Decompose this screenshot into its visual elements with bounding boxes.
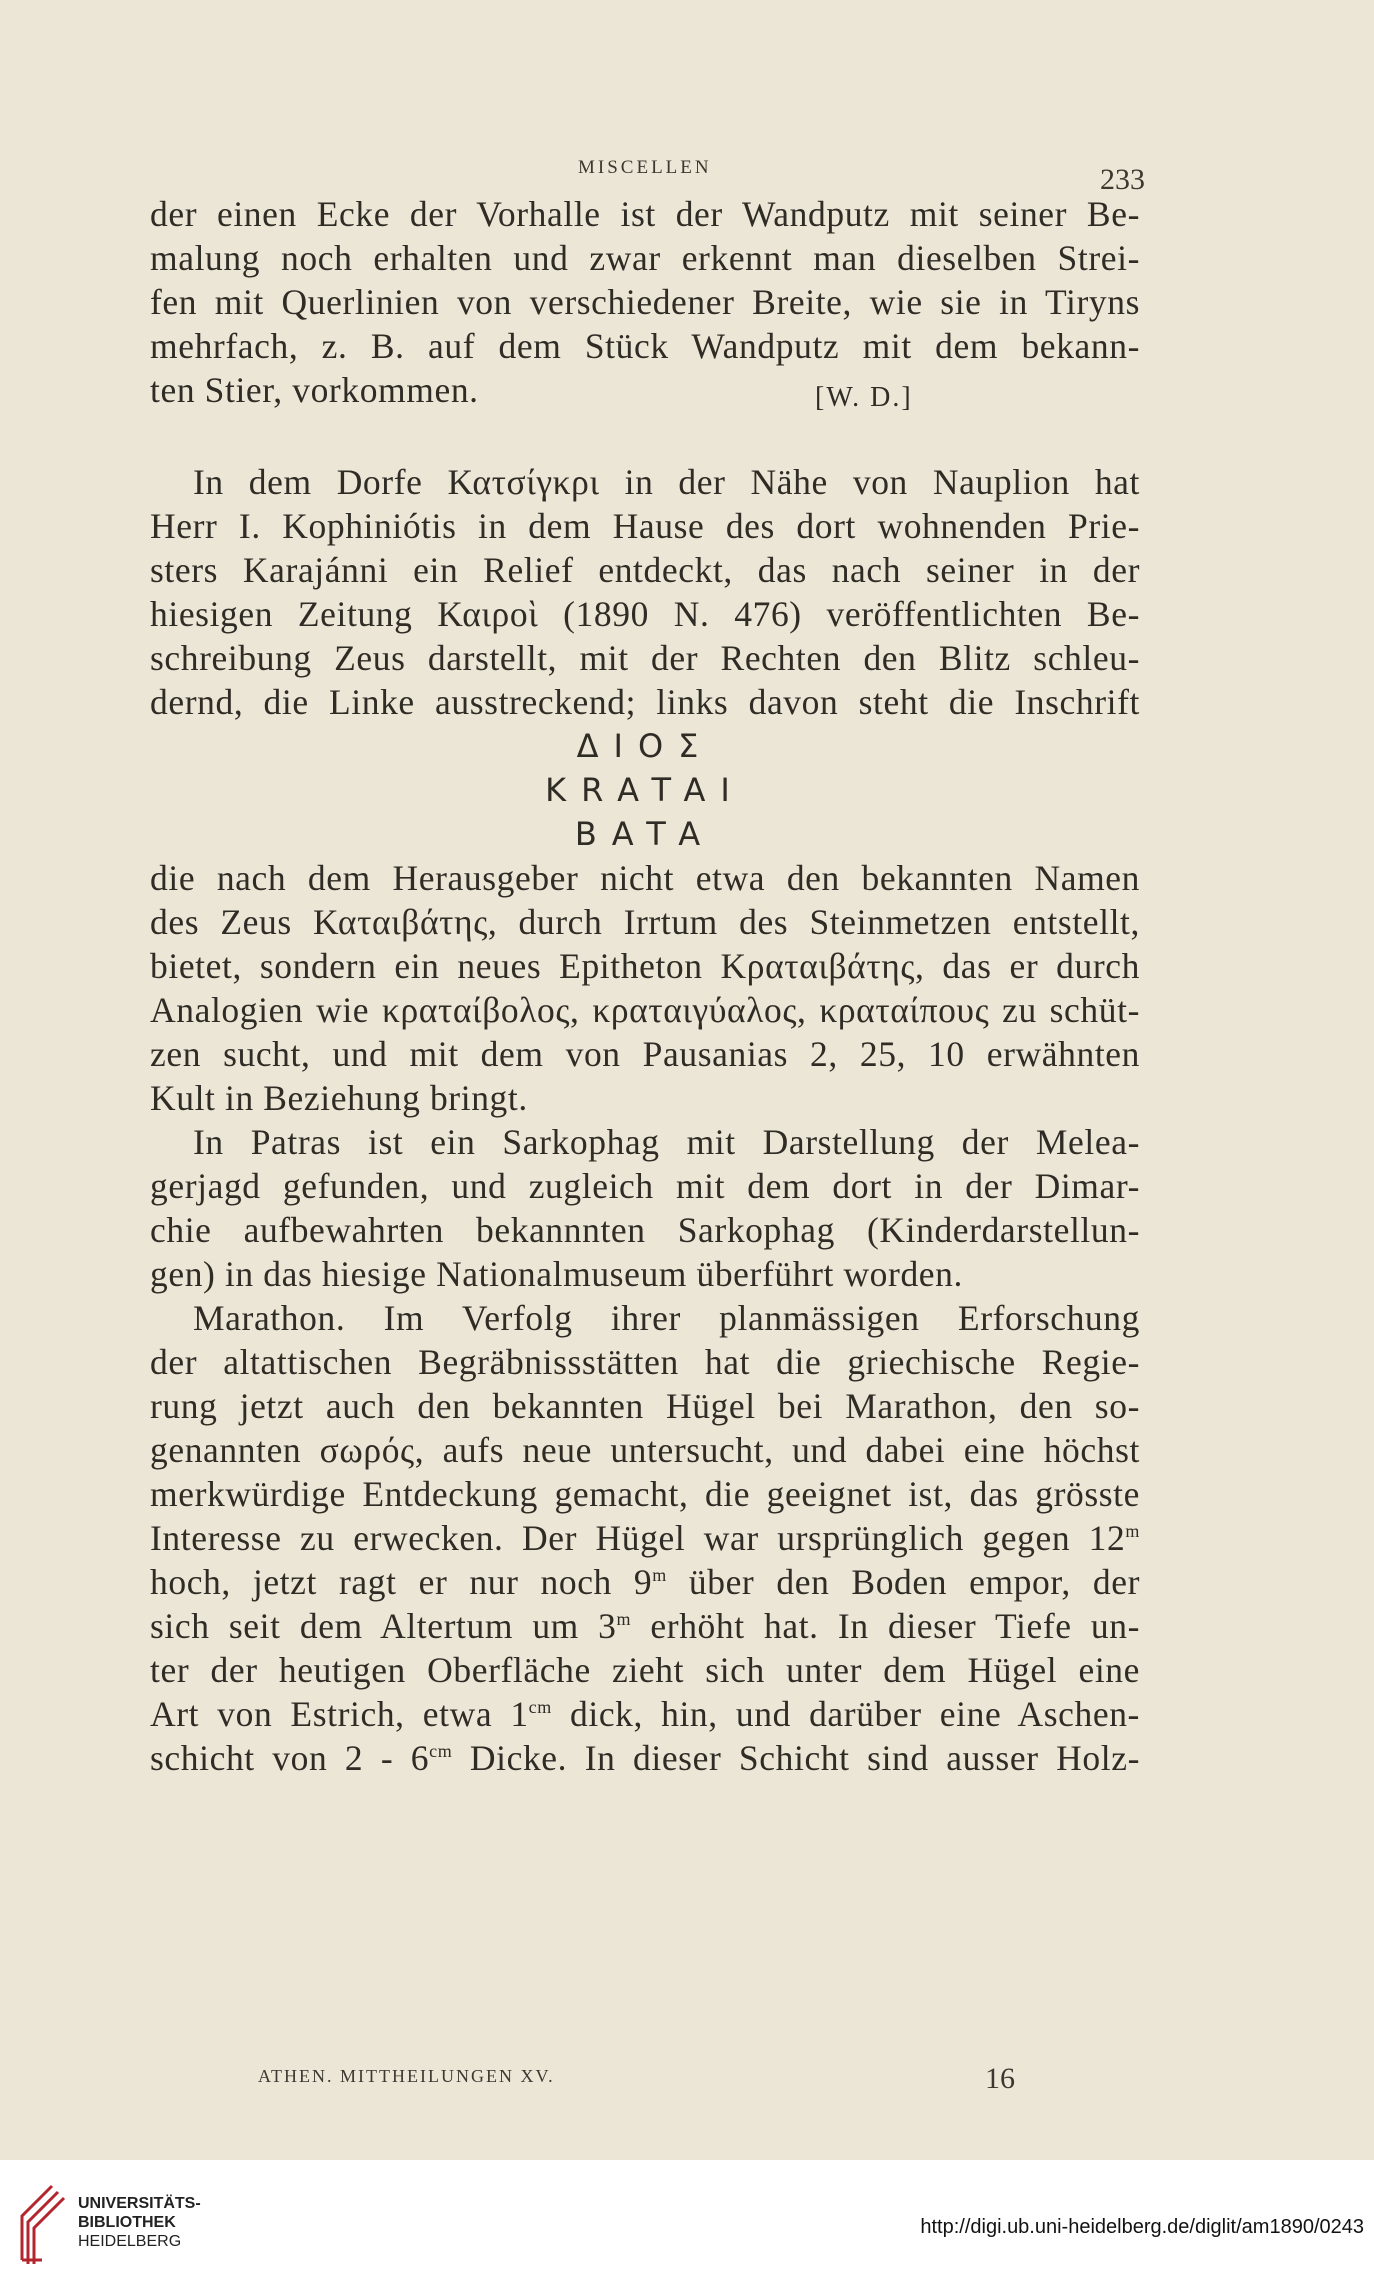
text-segment: Dicke. In dieser Schicht sind ausser Holz-: [452, 1738, 1140, 1778]
library-name-line: UNIVERSITÄTS-: [78, 2195, 201, 2212]
text-line: [150, 368, 1140, 412]
library-logo[interactable]: [12, 2180, 272, 2270]
body-text: [150, 192, 1140, 1780]
source-url-link[interactable]: http://digi.ub.uni-heidelberg.de/diglit/am1890/0243: [920, 2216, 1364, 2238]
text-segment: sich seit dem Altertum um 3: [150, 1606, 617, 1646]
text-line: [150, 1736, 1140, 1780]
text-line: zen sucht, und mit dem von Pausanias 2, 25, 10 erwähnten: [150, 1034, 1140, 1074]
unit-sup: m: [616, 1609, 632, 1630]
text-line: malung noch erhalten und zwar erkennt man dieselben Strei-: [150, 238, 1140, 278]
page-header: [0, 155, 1374, 195]
running-title: MISCELLEN: [578, 157, 712, 178]
library-name-line: HEIDELBERG: [78, 2233, 182, 2250]
unit-sup: cm: [528, 1697, 552, 1718]
text-line: der altattischen Begräbnissstätten hat die griechische Regie-: [150, 1342, 1140, 1382]
library-logo-icon: [12, 2180, 68, 2266]
inscription-line: ΔΙΟΣ: [576, 727, 714, 765]
text-line: In dem Dorfe Κατσίγκρι in der Nähe von Nauplion hat: [193, 462, 1140, 502]
unit-sup: m: [1125, 1521, 1140, 1542]
text-segment: Interesse zu erwecken. Der Hügel war ursprünglich gegen 12: [150, 1518, 1126, 1558]
text-line: [150, 1692, 1140, 1736]
library-name-line: BIBLIOTHEK: [78, 2214, 176, 2231]
text-line: gen) in das hiesige Nationalmuseum überführt worden.: [150, 1254, 963, 1294]
page-footer: [0, 2062, 1374, 2102]
page-number: 233: [1100, 163, 1145, 196]
library-bar: [0, 2160, 1374, 2282]
text-line: Marathon. Im Verfolg ihrer planmässigen Erforschung: [193, 1298, 1140, 1338]
text-segment: hoch, jetzt ragt er nur noch 9: [150, 1562, 653, 1602]
text-line: Analogien wie κραταίβολος, κραταιγύαλος, κραταίπους zu schüt-: [150, 990, 1140, 1030]
text-line: hiesigen Zeitung Καιροὶ (1890 N. 476) veröffentlichten Be-: [150, 594, 1140, 634]
text-line: fen mit Querlinien von verschiedener Breite, wie sie in Tiryns: [150, 282, 1140, 322]
text-line: ter der heutigen Oberfläche zieht sich unter dem Hügel eine: [150, 1650, 1140, 1690]
unit-sup: m: [652, 1565, 667, 1586]
inscription-line: KRATAI: [545, 771, 745, 809]
text-line: dernd, die Linke ausstreckend; links davon steht die Inschrift: [150, 682, 1140, 722]
text-line: des Zeus Καταιβάτης, durch Irrtum des Steinmetzen entstellt,: [150, 902, 1140, 942]
text-line: schreibung Zeus darstellt, mit der Rechten den Blitz schleu-: [150, 638, 1140, 678]
text-line: In Patras ist ein Sarkophag mit Darstellung der Melea-: [193, 1122, 1140, 1162]
text-segment: erhöht hat. In dieser Tiefe un-: [631, 1606, 1141, 1646]
text-line: gerjagd gefunden, und zugleich mit dem dort in der Dimar-: [150, 1166, 1140, 1206]
text-segment: über den Boden empor, der: [666, 1562, 1140, 1602]
text-segment: Art von Estrich, etwa 1: [150, 1694, 529, 1734]
inscription-line: BATA: [574, 815, 716, 853]
text-line: Herr I. Kophiniótis in dem Hause des dort wohnenden Prie-: [150, 506, 1140, 546]
author-signature: [W. D.]: [815, 382, 913, 413]
text-line: [150, 1560, 1140, 1604]
text-line: bietet, sondern ein neues Epitheton Κραταιβάτης, das er durch: [150, 946, 1140, 986]
text-line: [150, 1604, 1140, 1648]
text-line: genannten σωρός, aufs neue untersucht, und dabei eine höchst: [150, 1430, 1140, 1470]
text-segment: dick, hin, und darüber eine Aschen-: [551, 1694, 1140, 1734]
text-line: sters Karajánni ein Relief entdeckt, das nach seiner in der: [150, 550, 1140, 590]
text-line: [150, 1516, 1140, 1560]
text-line: mehrfach, z. B. auf dem Stück Wandputz mit dem bekann-: [150, 326, 1140, 366]
text-line: chie aufbewahrten bekannnten Sarkophag (Kinderdarstellun-: [150, 1210, 1140, 1250]
text-line: Kult in Beziehung bringt.: [150, 1078, 528, 1118]
text-line: der einen Ecke der Vorhalle ist der Wandputz mit seiner Be-: [150, 194, 1140, 234]
library-name: [78, 2194, 201, 2251]
sheet-number: 16: [985, 2062, 1015, 2095]
unit-sup: cm: [429, 1741, 453, 1762]
text-line: merkwürdige Entdeckung gemacht, die geeignet ist, das grösste: [150, 1474, 1140, 1514]
text-line-content: ten Stier, vorkommen.: [150, 370, 479, 410]
text-line: die nach dem Herausgeber nicht etwa den bekannten Namen: [150, 858, 1140, 898]
signature-mark: ATHEN. MITTHEILUNGEN XV.: [258, 2066, 555, 2086]
text-segment: schicht von 2 - 6: [150, 1738, 430, 1778]
text-line: rung jetzt auch den bekannten Hügel bei Marathon, den so-: [150, 1386, 1140, 1426]
